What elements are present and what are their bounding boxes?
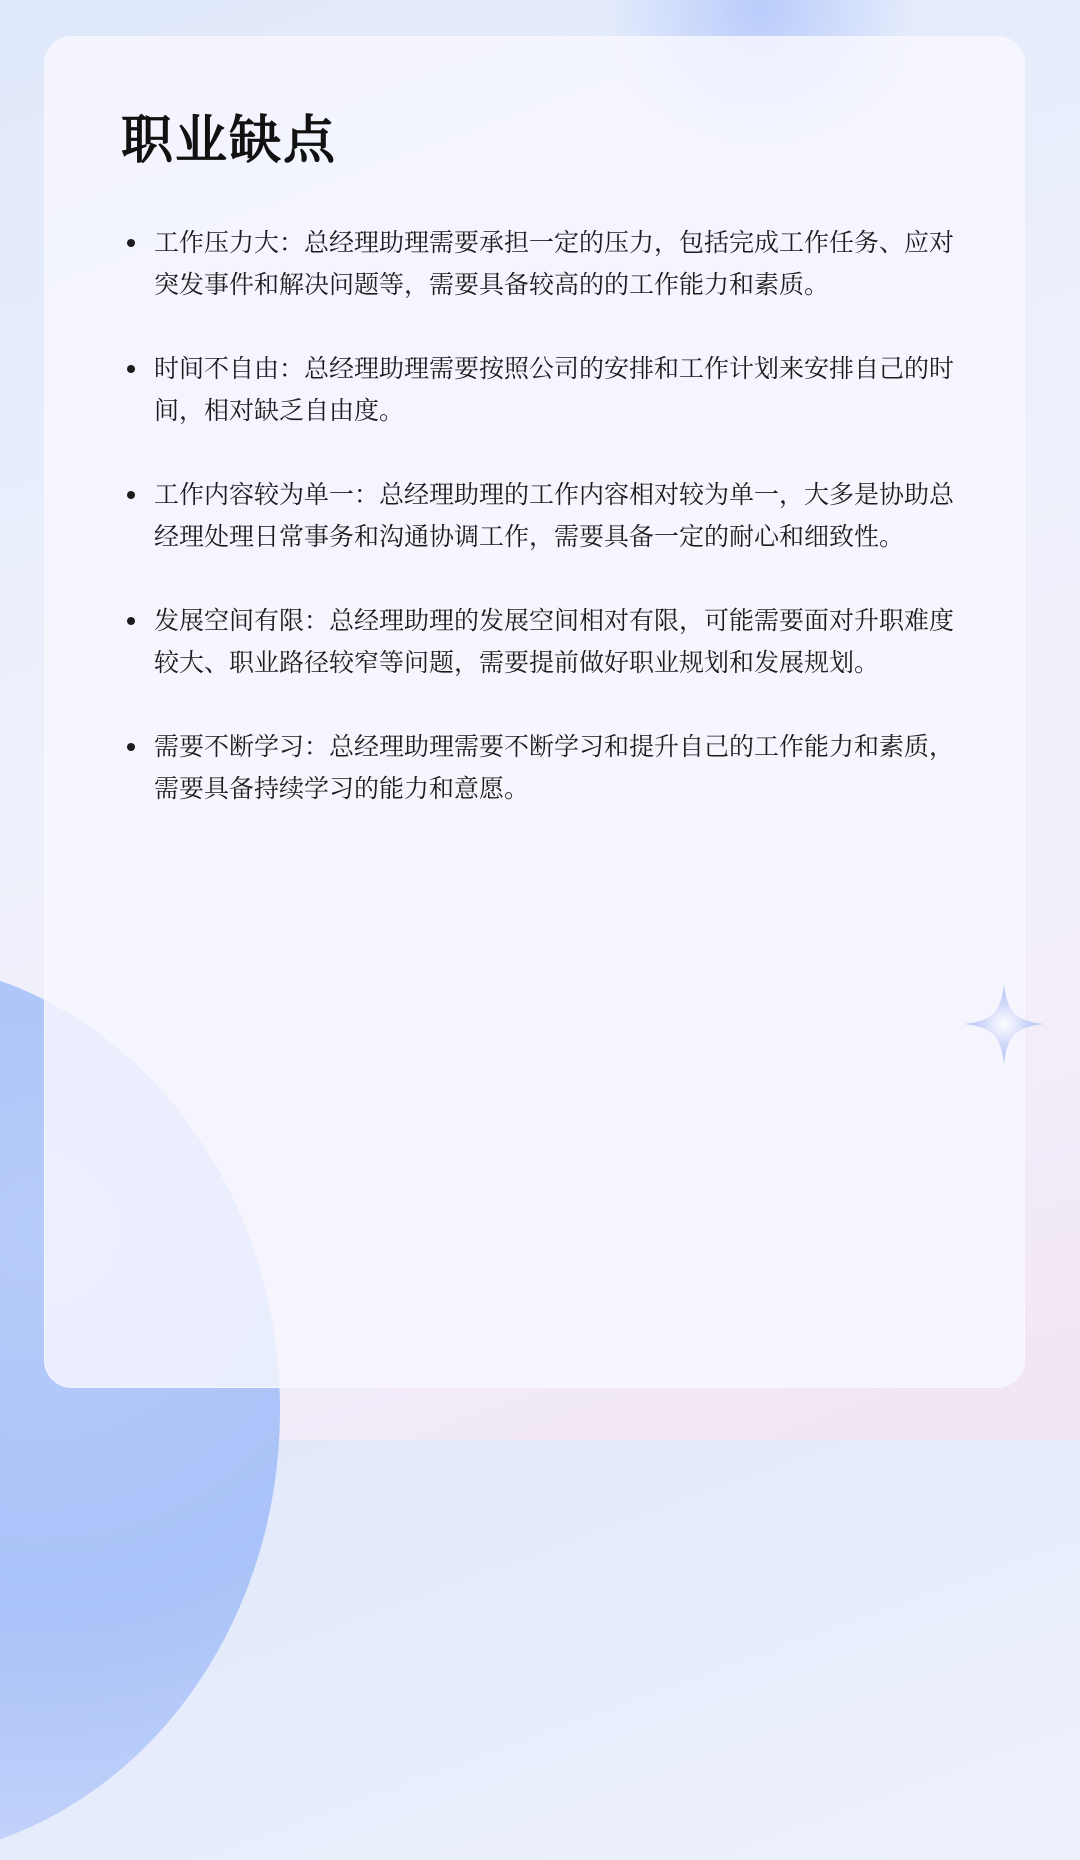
sparkle-icon xyxy=(964,984,1044,1064)
list-item xyxy=(121,600,961,684)
list-item xyxy=(121,474,961,558)
list-item xyxy=(121,726,961,810)
page-title: 职业缺点 xyxy=(121,111,338,171)
bullet-icon xyxy=(127,239,135,247)
bullet-icon xyxy=(127,365,135,373)
list-item xyxy=(121,348,961,432)
disadvantage-list xyxy=(121,222,961,852)
list-item-text: 需要不断学习：总经理助理需要不断学习和提升自己的工作能力和素质，需要具备持续学习的能力和意愿。 xyxy=(154,732,955,803)
list-item-text: 工作内容较为单一：总经理助理的工作内容相对较为单一，大多是协助总经理处理日常事务和沟通协调工作，需要具备一定的耐心和细致性。 xyxy=(154,480,955,551)
bullet-icon xyxy=(127,743,135,751)
list-item-text: 工作压力大：总经理助理需要承担一定的压力，包括完成工作任务、应对突发事件和解决问题等，需要具备较高的的工作能力和素质。 xyxy=(154,228,955,299)
list-item xyxy=(121,222,961,306)
list-item-text: 时间不自由：总经理助理需要按照公司的安排和工作计划来安排自己的时间，相对缺乏自由度。 xyxy=(154,354,955,425)
bullet-icon xyxy=(127,491,135,499)
list-item-text: 发展空间有限：总经理助理的发展空间相对有限，可能需要面对升职难度较大、职业路径较窄等问题，需要提前做好职业规划和发展规划。 xyxy=(154,606,955,677)
bullet-icon xyxy=(127,617,135,625)
